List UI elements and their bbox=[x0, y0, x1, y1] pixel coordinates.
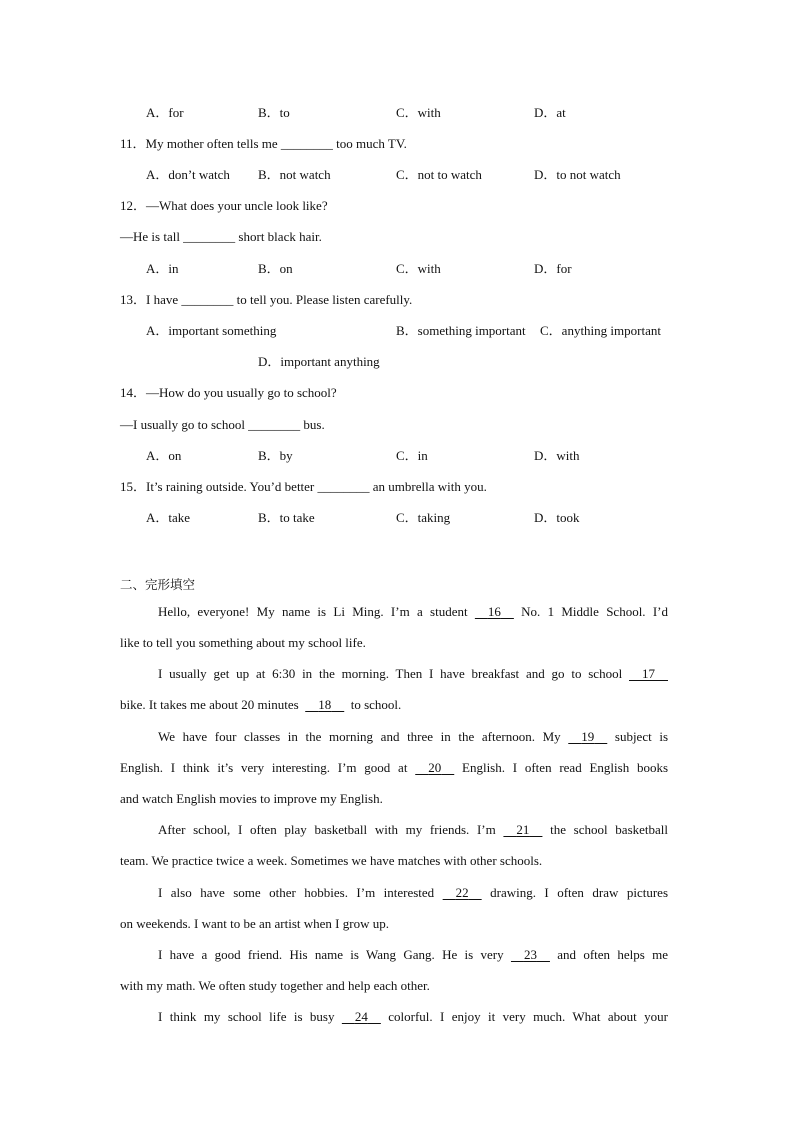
passage-line bbox=[158, 814, 668, 845]
passage-text: English. I often read English books bbox=[462, 760, 669, 775]
passage-line: team. We practice twice a week. Sometimes we have matches with other schools. bbox=[120, 853, 543, 868]
q12-option-b: B．on bbox=[258, 261, 293, 276]
passage-text: I also have some other hobbies. I’m interested bbox=[158, 885, 435, 900]
q14-option-a: A．on bbox=[146, 448, 182, 463]
passage-line bbox=[120, 689, 668, 720]
passage-line bbox=[158, 877, 668, 908]
passage-line bbox=[158, 939, 668, 970]
passage-line bbox=[158, 721, 668, 752]
blank-19: 19 bbox=[581, 729, 595, 744]
q13-options-row2 bbox=[120, 346, 720, 377]
passage-line: on weekends. I want to be an artist when I grow up. bbox=[120, 916, 389, 931]
blank-21: 21 bbox=[516, 822, 530, 837]
passage-text: bike. It takes me about 20 minutes bbox=[120, 697, 299, 712]
q11-option-a: A．don’t watch bbox=[146, 167, 230, 182]
passage-text: and often helps me bbox=[557, 947, 668, 962]
passage-text: to school. bbox=[350, 697, 402, 712]
q10-options bbox=[120, 97, 720, 128]
q11-option-c: C．not to watch bbox=[396, 167, 482, 182]
q14-option-c: C．in bbox=[396, 448, 428, 463]
passage-line bbox=[158, 1001, 668, 1032]
q13-option-b: B．something important bbox=[396, 323, 526, 338]
passage-text: I think my school life is busy bbox=[158, 1009, 335, 1024]
q14-option-b: B．by bbox=[258, 448, 293, 463]
q11-options bbox=[120, 159, 720, 190]
q13-option-c: C．anything important bbox=[540, 323, 661, 338]
q14-options bbox=[120, 440, 720, 471]
passage-line bbox=[158, 596, 668, 627]
q12-options bbox=[120, 253, 720, 284]
q13-option-d: D．important anything bbox=[258, 354, 380, 369]
q14-stem: 14．—How do you usually go to school? bbox=[120, 385, 337, 400]
q15-options bbox=[120, 502, 720, 533]
passage-text: subject is bbox=[614, 729, 669, 744]
section-title: 二、完形填空 bbox=[120, 577, 196, 592]
blank-18: 18 bbox=[318, 697, 332, 712]
passage-line: like to tell you something about my school life. bbox=[120, 635, 366, 650]
q12-option-d: D．for bbox=[534, 261, 572, 276]
q15-option-b: B．to take bbox=[258, 510, 315, 525]
passage-text: No. 1 Middle School. I’d bbox=[521, 604, 668, 619]
blank-20: 20 bbox=[428, 760, 442, 775]
blank-17: 17 bbox=[642, 666, 655, 681]
q13-stem: 13．I have ________ to tell you. Please listen carefully. bbox=[120, 292, 413, 307]
q15-stem: 15．It’s raining outside. You’d better ________ an umbrella with you. bbox=[120, 479, 487, 494]
passage-line bbox=[158, 658, 668, 689]
q12-stem: 12．—What does your uncle look like? bbox=[120, 198, 328, 213]
q12-option-c: C．with bbox=[396, 261, 441, 276]
blank-16: 16 bbox=[487, 604, 501, 619]
q10-option-d: D．at bbox=[534, 105, 566, 120]
q15-option-a: A．take bbox=[146, 510, 191, 525]
blank-23: 23 bbox=[523, 947, 537, 962]
q15-option-d: D．took bbox=[534, 510, 580, 525]
q10-option-c: C．with bbox=[396, 105, 441, 120]
passage-text: Hello, everyone! My name is Li Ming. I’m a student bbox=[158, 604, 468, 619]
passage-line: and watch English movies to improve my English. bbox=[120, 791, 383, 806]
passage-line: with my math. We often study together and help each other. bbox=[120, 978, 430, 993]
passage-text: drawing. I often draw pictures bbox=[490, 885, 668, 900]
q11-stem: 11．My mother often tells me ________ too much TV. bbox=[120, 136, 407, 151]
passage-text: I usually get up at 6:30 in the morning. Then I have breakfast and go to school bbox=[158, 666, 623, 681]
q14-stem-reply: —I usually go to school ________ bus. bbox=[120, 417, 325, 432]
passage-text: After school, I often play basketball with my friends. I’m bbox=[158, 822, 496, 837]
passage-text: English. I think it’s very interesting. I’m good at bbox=[120, 760, 408, 775]
blank-24: 24 bbox=[354, 1009, 368, 1024]
q13-option-a: A．important something bbox=[146, 323, 277, 338]
q14-option-d: D．with bbox=[534, 448, 580, 463]
blank-22: 22 bbox=[455, 885, 469, 900]
q15-option-c: C．taking bbox=[396, 510, 451, 525]
passage-text: We have four classes in the morning and three in the afternoon. My bbox=[158, 729, 561, 744]
q10-option-b: B．to bbox=[258, 105, 290, 120]
q12-stem-reply: —He is tall ________ short black hair. bbox=[120, 229, 322, 244]
passage-text: the school basketball bbox=[550, 822, 669, 837]
q13-options bbox=[120, 315, 720, 346]
passage-text: colorful. I enjoy it very much. What about your bbox=[388, 1009, 669, 1024]
q11-option-d: D．to not watch bbox=[534, 167, 621, 182]
q10-option-a: A．for bbox=[146, 105, 184, 120]
passage-text: I have a good friend. His name is Wang Gang. He is very bbox=[158, 947, 504, 962]
q12-option-a: A．in bbox=[146, 261, 179, 276]
passage-line bbox=[120, 752, 668, 783]
q11-option-b: B．not watch bbox=[258, 167, 331, 182]
